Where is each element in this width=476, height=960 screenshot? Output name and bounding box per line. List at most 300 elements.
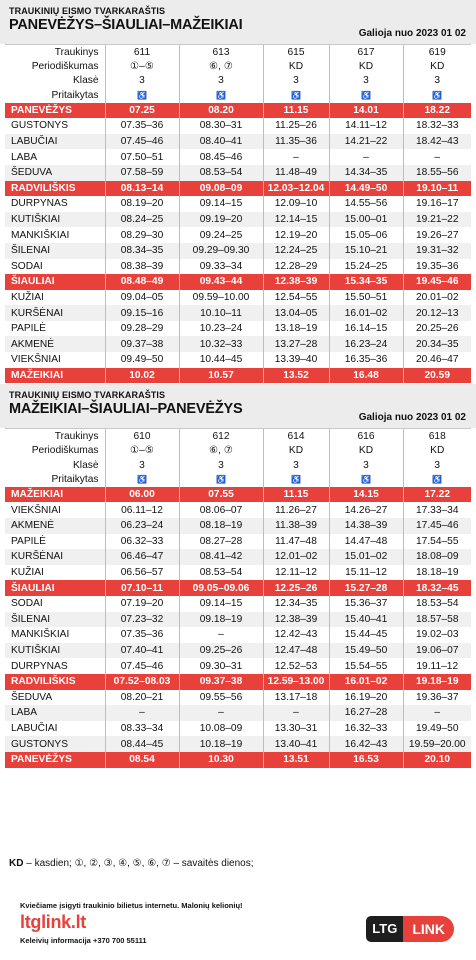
time-cell: 14.15 xyxy=(329,487,403,503)
time-cell: – xyxy=(263,149,329,165)
wheelchair-icon: ♿ xyxy=(329,472,403,486)
meta-value: ⑥, ⑦ xyxy=(179,444,263,458)
time-cell: – xyxy=(179,705,263,721)
station-name: GUSTONYS xyxy=(11,120,68,132)
station-name: AKMENĖ xyxy=(5,336,105,352)
meta-row xyxy=(5,88,471,102)
time-cell: 08.18–19 xyxy=(179,518,263,534)
time-cell: 08.30–31 xyxy=(179,118,263,134)
time-cell: 16.32–33 xyxy=(329,721,403,737)
meta-value: KD xyxy=(403,444,471,458)
major-station-row xyxy=(5,181,471,197)
meta-value: KD xyxy=(403,59,471,73)
station-row xyxy=(5,736,471,752)
meta-label: Pritaikytas xyxy=(51,89,99,101)
station-row xyxy=(5,243,471,259)
station-name: PANEVĖŽYS xyxy=(5,752,105,768)
meta-value: 614 xyxy=(263,429,329,444)
time-cell: 10.32–33 xyxy=(179,336,263,352)
time-cell: 07.35–36 xyxy=(105,627,179,643)
time-cell: 16.35–36 xyxy=(329,352,403,368)
time-cell: 12.38–39 xyxy=(263,274,329,290)
station-name: DURPYNAS xyxy=(11,198,68,210)
time-cell: 12.42–43 xyxy=(263,627,329,643)
time-cell: 20.59 xyxy=(403,368,471,384)
time-cell: 15.00–01 xyxy=(329,212,403,228)
time-cell: 09.29–09.30 xyxy=(179,243,263,259)
time-cell: 12.25–26 xyxy=(263,580,329,596)
time-cell: 09.49–50 xyxy=(105,352,179,368)
time-cell: 20.12–13 xyxy=(403,305,471,321)
time-cell: 12.28–29 xyxy=(263,259,329,275)
time-cell: 15.34–35 xyxy=(329,274,403,290)
time-cell: 19.21–22 xyxy=(403,212,471,228)
time-cell: 12.59–13.00 xyxy=(263,674,329,690)
time-cell: 08.24–25 xyxy=(105,212,179,228)
time-cell: 15.50–51 xyxy=(329,290,403,306)
meta-label: Periodiškumas xyxy=(31,61,99,73)
legend-note xyxy=(9,858,254,869)
meta-row xyxy=(5,45,471,60)
time-cell: 14.49–50 xyxy=(329,181,403,197)
time-cell: 15.10–21 xyxy=(329,243,403,259)
time-cell: – xyxy=(105,705,179,721)
time-cell: 19.02–03 xyxy=(403,627,471,643)
time-cell: 10.08–09 xyxy=(179,721,263,737)
meta-label: Traukinys xyxy=(5,45,105,60)
meta-value: KD xyxy=(263,444,329,458)
time-cell: 06.23–24 xyxy=(105,518,179,534)
time-cell: 09.08–09 xyxy=(179,181,263,197)
time-cell: 19.59–20.00 xyxy=(403,736,471,752)
station-row xyxy=(5,118,471,134)
valid-from: Galioja nuo 2023 01 02 xyxy=(358,412,466,424)
time-cell: 15.11–12 xyxy=(329,565,403,581)
time-cell: 15.36–37 xyxy=(329,596,403,612)
time-cell: 16.23–24 xyxy=(329,336,403,352)
meta-value: KD xyxy=(329,444,403,458)
time-cell: 09.14–15 xyxy=(179,596,263,612)
wheelchair-icon: ♿ xyxy=(403,472,471,486)
time-cell: 12.24–25 xyxy=(263,243,329,259)
time-cell: 09.37–38 xyxy=(105,336,179,352)
station-row xyxy=(5,596,471,612)
station-name: ŠEDUVA xyxy=(5,165,105,181)
station-name: PAPILĖ xyxy=(11,535,46,547)
time-cell: 12.14–15 xyxy=(263,212,329,228)
time-cell: 13.18–19 xyxy=(263,321,329,337)
meta-label: Pritaikytas xyxy=(51,474,99,486)
station-name: ŠIAULIAI xyxy=(5,580,105,596)
timetable xyxy=(5,44,471,383)
time-cell: – xyxy=(179,627,263,643)
time-cell: 08.20 xyxy=(179,103,263,119)
time-cell: 18.42–43 xyxy=(403,134,471,150)
time-cell: 08.41–42 xyxy=(179,549,263,565)
meta-value: ⑥, ⑦ xyxy=(179,59,263,73)
time-cell: 16.01–02 xyxy=(329,674,403,690)
station-row xyxy=(5,534,471,550)
logo-ltg: LTG xyxy=(366,916,403,942)
time-cell: – xyxy=(403,705,471,721)
time-cell: 18.32–33 xyxy=(403,118,471,134)
timetable-subtitle: TRAUKINIŲ EISMO TVARKARAŠTIS xyxy=(9,390,166,401)
meta-value: 3 xyxy=(105,74,179,88)
time-cell: 13.30–31 xyxy=(263,721,329,737)
station-name: LABA xyxy=(11,151,38,163)
wheelchair-icon: ♿ xyxy=(179,88,263,102)
meta-value: ①–⑤ xyxy=(105,444,179,458)
time-cell: 17.54–55 xyxy=(403,534,471,550)
time-cell: 19.10–11 xyxy=(403,181,471,197)
time-cell: 19.31–32 xyxy=(403,243,471,259)
time-cell: 10.30 xyxy=(179,752,263,768)
wheelchair-icon: ♿ xyxy=(105,472,179,486)
meta-label: Klasė xyxy=(73,75,99,87)
time-cell: 15.54–55 xyxy=(329,658,403,674)
time-cell: 17.33–34 xyxy=(403,502,471,518)
station-name: LABA xyxy=(5,705,105,721)
wheelchair-icon: ♿ xyxy=(105,88,179,102)
route-title: MAŽEIKIAI–ŠIAULIAI–PANEVĖŽYS xyxy=(9,401,243,418)
logo-link: LINK xyxy=(403,916,454,942)
time-cell: 12.19–20 xyxy=(263,227,329,243)
station-name: ŠILENAI xyxy=(5,243,105,259)
time-cell: 07.45–46 xyxy=(105,658,179,674)
time-cell: 07.45–46 xyxy=(105,134,179,150)
time-cell: 08.40–41 xyxy=(179,134,263,150)
time-cell: 10.23–24 xyxy=(179,321,263,337)
meta-value: 3 xyxy=(403,74,471,88)
time-cell: 18.57–58 xyxy=(403,612,471,628)
time-cell: 06.46–47 xyxy=(105,549,179,565)
meta-value: 612 xyxy=(179,429,263,444)
meta-value: 618 xyxy=(403,429,471,444)
time-cell: 09.37–38 xyxy=(179,674,263,690)
station-name: MANKIŠKIAI xyxy=(11,629,70,641)
time-cell: 16.27–28 xyxy=(329,705,403,721)
meta-row xyxy=(5,59,471,73)
ltg-link-logo xyxy=(366,916,454,942)
time-cell: 08.45–46 xyxy=(179,149,263,165)
station-row xyxy=(5,518,471,534)
station-name: KUTIŠKIAI xyxy=(5,212,105,228)
time-cell: 07.55 xyxy=(179,487,263,503)
time-cell: 15.05–06 xyxy=(329,227,403,243)
meta-row xyxy=(5,429,471,444)
station-name: PANEVĖŽYS xyxy=(5,103,105,119)
meta-value: 615 xyxy=(263,45,329,60)
station-name: MAŽEIKIAI xyxy=(5,368,105,384)
station-name: DURPYNAS xyxy=(11,660,68,672)
meta-row xyxy=(5,472,471,486)
station-row xyxy=(5,705,471,721)
passenger-info: Keleivių informacija +370 700 55111 xyxy=(20,936,147,945)
time-cell: 09.05–09.06 xyxy=(179,580,263,596)
station-name: LABUČIAI xyxy=(11,723,58,735)
time-cell: 07.40–41 xyxy=(105,643,179,659)
time-cell: 12.52–53 xyxy=(263,658,329,674)
time-cell: 14.11–12 xyxy=(329,118,403,134)
time-cell: 15.49–50 xyxy=(329,643,403,659)
station-row xyxy=(5,227,471,243)
meta-value: 3 xyxy=(329,458,403,472)
time-cell: 09.55–56 xyxy=(179,690,263,706)
station-row xyxy=(5,612,471,628)
time-cell: 09.14–15 xyxy=(179,196,263,212)
legend-text: – kasdien; ①, ②, ③, ④, ⑤, ⑥, ⑦ – savaitės dienos; xyxy=(23,858,254,869)
website-link[interactable]: ltglink.lt xyxy=(20,912,86,932)
time-cell: 12.03–12.04 xyxy=(263,181,329,197)
meta-value: 3 xyxy=(263,458,329,472)
time-cell: 10.10–11 xyxy=(179,305,263,321)
time-cell: 09.18–19 xyxy=(179,612,263,628)
station-name: ŠILENAI xyxy=(5,612,105,628)
station-name: KUŽIAI xyxy=(11,567,44,579)
time-cell: 19.06–07 xyxy=(403,643,471,659)
time-cell: 11.35–36 xyxy=(263,134,329,150)
time-cell: 07.50–51 xyxy=(105,149,179,165)
time-cell: 13.39–40 xyxy=(263,352,329,368)
time-cell: 20.10 xyxy=(403,752,471,768)
time-cell: 15.44–45 xyxy=(329,627,403,643)
station-row xyxy=(5,149,471,165)
time-cell: 07.52–08.03 xyxy=(105,674,179,690)
station-row xyxy=(5,627,471,643)
time-cell: 18.55–56 xyxy=(403,165,471,181)
meta-value: 3 xyxy=(179,74,263,88)
timetable-header xyxy=(0,384,476,428)
meta-value: 610 xyxy=(105,429,179,444)
station-name: RADVILIŠKIS xyxy=(5,181,105,197)
time-cell: 14.26–27 xyxy=(329,502,403,518)
time-cell: 08.29–30 xyxy=(105,227,179,243)
station-row xyxy=(5,690,471,706)
time-cell: 18.32–45 xyxy=(403,580,471,596)
time-cell: 14.34–35 xyxy=(329,165,403,181)
time-cell: – xyxy=(403,149,471,165)
station-row xyxy=(5,305,471,321)
time-cell: 15.24–25 xyxy=(329,259,403,275)
time-cell: 08.54 xyxy=(105,752,179,768)
station-name: SODAI xyxy=(11,260,43,272)
meta-label: Periodiškumas xyxy=(31,445,99,457)
meta-value: KD xyxy=(329,59,403,73)
wheelchair-icon: ♿ xyxy=(329,88,403,102)
wheelchair-icon: ♿ xyxy=(179,472,263,486)
station-row xyxy=(5,549,471,565)
timetable-subtitle: TRAUKINIŲ EISMO TVARKARAŠTIS xyxy=(9,6,166,16)
time-cell: 08.20–21 xyxy=(105,690,179,706)
time-cell: 10.57 xyxy=(179,368,263,384)
station-row xyxy=(5,290,471,306)
station-name: AKMENĖ xyxy=(5,518,105,534)
time-cell: 13.51 xyxy=(263,752,329,768)
meta-value: 3 xyxy=(263,74,329,88)
station-name: GUSTONYS xyxy=(5,736,105,752)
time-cell: 08.38–39 xyxy=(105,259,179,275)
major-station-row xyxy=(5,674,471,690)
time-cell: 08.53–54 xyxy=(179,565,263,581)
station-name: MANKIŠKIAI xyxy=(11,229,70,241)
time-cell: 08.48–49 xyxy=(105,274,179,290)
time-cell: 20.46–47 xyxy=(403,352,471,368)
time-cell: 07.25 xyxy=(105,103,179,119)
time-cell: 07.19–20 xyxy=(105,596,179,612)
time-cell: 15.40–41 xyxy=(329,612,403,628)
time-cell: 11.15 xyxy=(263,103,329,119)
time-cell: 06.32–33 xyxy=(105,534,179,550)
time-cell: 19.45–46 xyxy=(403,274,471,290)
station-row xyxy=(5,565,471,581)
station-row xyxy=(5,336,471,352)
time-cell: 08.19–20 xyxy=(105,196,179,212)
time-cell: 11.47–48 xyxy=(263,534,329,550)
meta-value: 611 xyxy=(105,45,179,60)
time-cell: 09.04–05 xyxy=(105,290,179,306)
station-name: PAPILĖ xyxy=(11,323,46,335)
time-cell: 19.36–37 xyxy=(403,690,471,706)
time-cell: 07.35–36 xyxy=(105,118,179,134)
time-cell: 11.15 xyxy=(263,487,329,503)
time-cell: 15.01–02 xyxy=(329,549,403,565)
time-cell: 19.11–12 xyxy=(403,658,471,674)
station-name: KUŽIAI xyxy=(11,291,44,303)
meta-value: KD xyxy=(263,59,329,73)
timetable xyxy=(5,428,471,767)
time-cell: 10.18–19 xyxy=(179,736,263,752)
time-cell: – xyxy=(263,705,329,721)
time-cell: 18.18–19 xyxy=(403,565,471,581)
time-cell: 13.27–28 xyxy=(263,336,329,352)
station-name: RADVILIŠKIS xyxy=(5,674,105,690)
meta-row xyxy=(5,74,471,88)
station-name: SODAI xyxy=(11,598,43,610)
timetable-section-return xyxy=(0,384,476,767)
station-row xyxy=(5,212,471,228)
station-row xyxy=(5,352,471,368)
station-name: KURŠĖNAI xyxy=(5,305,105,321)
wheelchair-icon: ♿ xyxy=(263,472,329,486)
meta-row xyxy=(5,458,471,472)
valid-from: Galioja nuo 2023 01 02 xyxy=(358,28,466,39)
time-cell: 16.53 xyxy=(329,752,403,768)
time-cell: 09.28–29 xyxy=(105,321,179,337)
time-cell: 07.10–11 xyxy=(105,580,179,596)
time-cell: 08.44–45 xyxy=(105,736,179,752)
time-cell: 13.04–05 xyxy=(263,305,329,321)
time-cell: 11.26–27 xyxy=(263,502,329,518)
time-cell: 07.23–32 xyxy=(105,612,179,628)
time-cell: 15.27–28 xyxy=(329,580,403,596)
time-cell: 09.33–34 xyxy=(179,259,263,275)
time-cell: 11.25–26 xyxy=(263,118,329,134)
time-cell: 13.52 xyxy=(263,368,329,384)
promo-text: Kviečiame įsigyti traukinio bilietus internetu. Malonių kelionių! xyxy=(20,901,243,910)
meta-value: 616 xyxy=(329,429,403,444)
station-row xyxy=(5,165,471,181)
station-row xyxy=(5,134,471,150)
station-row xyxy=(5,643,471,659)
time-cell: 09.15–16 xyxy=(105,305,179,321)
time-cell: 14.38–39 xyxy=(329,518,403,534)
meta-row xyxy=(5,444,471,458)
time-cell: 14.47–48 xyxy=(329,534,403,550)
station-row xyxy=(5,196,471,212)
time-cell: 08.27–28 xyxy=(179,534,263,550)
timetable-header xyxy=(0,0,476,44)
time-cell: 06.11–12 xyxy=(105,502,179,518)
major-station-row xyxy=(5,274,471,290)
time-cell: 16.48 xyxy=(329,368,403,384)
major-station-row xyxy=(5,580,471,596)
station-name: ŠEDUVA xyxy=(11,691,53,703)
legend-key: KD xyxy=(9,858,24,869)
major-station-row xyxy=(5,103,471,119)
time-cell: 12.47–48 xyxy=(263,643,329,659)
time-cell: 13.17–18 xyxy=(263,690,329,706)
time-cell: 08.13–14 xyxy=(105,181,179,197)
time-cell: 20.25–26 xyxy=(403,321,471,337)
time-cell: 19.26–27 xyxy=(403,227,471,243)
time-cell: 13.40–41 xyxy=(263,736,329,752)
time-cell: 19.16–17 xyxy=(403,196,471,212)
time-cell: 16.01–02 xyxy=(329,305,403,321)
major-station-row xyxy=(5,752,471,768)
time-cell: – xyxy=(329,149,403,165)
station-name: KURŠĖNAI xyxy=(5,549,105,565)
time-cell: 17.22 xyxy=(403,487,471,503)
time-cell: 11.48–49 xyxy=(263,165,329,181)
time-cell: 09.24–25 xyxy=(179,227,263,243)
time-cell: 08.33–34 xyxy=(105,721,179,737)
station-row xyxy=(5,321,471,337)
time-cell: 11.38–39 xyxy=(263,518,329,534)
time-cell: 12.54–55 xyxy=(263,290,329,306)
time-cell: 18.53–54 xyxy=(403,596,471,612)
wheelchair-icon: ♿ xyxy=(263,88,329,102)
station-row xyxy=(5,502,471,518)
time-cell: 10.02 xyxy=(105,368,179,384)
meta-value: 619 xyxy=(403,45,471,60)
station-row xyxy=(5,259,471,275)
time-cell: 14.01 xyxy=(329,103,403,119)
time-cell: 16.19–20 xyxy=(329,690,403,706)
time-cell: 10.44–45 xyxy=(179,352,263,368)
station-name: VIEKŠNIAI xyxy=(11,504,61,516)
meta-value: 3 xyxy=(179,458,263,472)
time-cell: 09.59–10.00 xyxy=(179,290,263,306)
time-cell: 20.01–02 xyxy=(403,290,471,306)
meta-label: Klasė xyxy=(73,459,99,471)
station-name: LABUČIAI xyxy=(5,134,105,150)
time-cell: 08.06–07 xyxy=(179,502,263,518)
time-cell: 14.21–22 xyxy=(329,134,403,150)
time-cell: 19.35–36 xyxy=(403,259,471,275)
time-cell: 06.00 xyxy=(105,487,179,503)
time-cell: 12.11–12 xyxy=(263,565,329,581)
meta-label: Traukinys xyxy=(5,429,105,444)
station-name: KUTIŠKIAI xyxy=(5,643,105,659)
time-cell: 08.34–35 xyxy=(105,243,179,259)
time-cell: 09.19–20 xyxy=(179,212,263,228)
time-cell: 09.25–26 xyxy=(179,643,263,659)
time-cell: 06.56–57 xyxy=(105,565,179,581)
time-cell: 12.01–02 xyxy=(263,549,329,565)
time-cell: 20.34–35 xyxy=(403,336,471,352)
time-cell: 19.49–50 xyxy=(403,721,471,737)
major-station-row xyxy=(5,368,471,384)
